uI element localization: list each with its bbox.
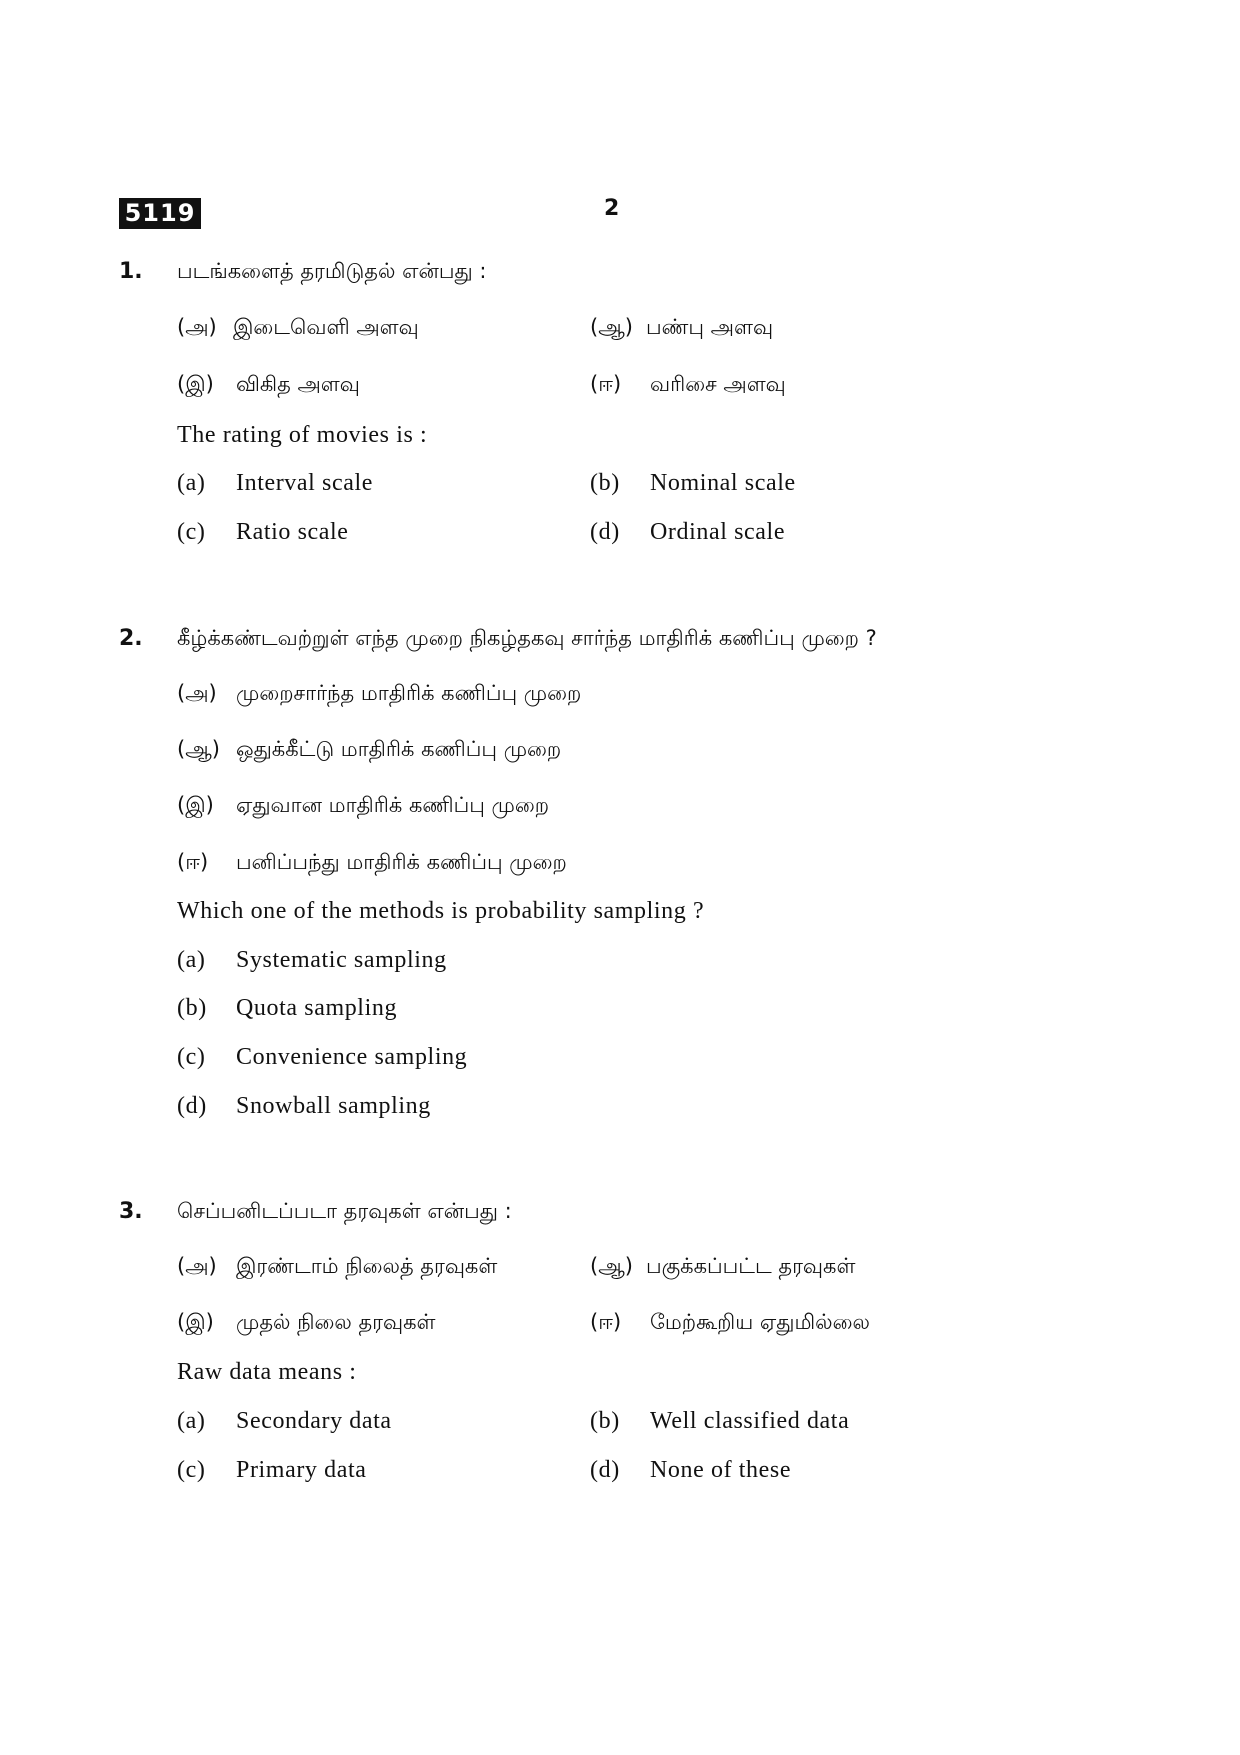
option-label: (இ): [177, 793, 214, 817]
option-text: Snowball sampling: [236, 1093, 431, 1119]
option-label: (b): [590, 470, 620, 496]
option-text: Systematic sampling: [236, 947, 447, 973]
option-text: வரிசை அளவு: [650, 372, 786, 396]
option-label: (d): [590, 519, 620, 545]
option-text: பனிப்பந்து மாதிரிக் கணிப்பு முறை: [236, 850, 567, 874]
option-label: (ஆ): [177, 737, 220, 761]
option-text: Nominal scale: [650, 470, 796, 496]
option-label: (ஈ): [590, 1310, 622, 1334]
option-label: (இ): [177, 372, 214, 396]
option-text: இரண்டாம் நிலைத் தரவுகள்: [236, 1254, 498, 1278]
option-text: முதல் நிலை தரவுகள்: [236, 1310, 436, 1334]
option-text: முறைசார்ந்த மாதிரிக் கணிப்பு முறை: [236, 681, 582, 705]
tamil-question: படங்களைத் தரமிடுதல் என்பது :: [177, 259, 487, 283]
option-text: ஒதுக்கீட்டு மாதிரிக் கணிப்பு முறை: [236, 737, 562, 761]
english-question: The rating of movies is :: [177, 422, 428, 448]
option-label: (b): [177, 995, 207, 1021]
option-text: பகுக்கப்பட்ட தரவுகள்: [646, 1254, 856, 1278]
option-label: (அ): [177, 315, 217, 339]
english-question: Raw data means :: [177, 1359, 357, 1385]
option-text: பண்பு அளவு: [646, 315, 774, 339]
option-label: (ஆ): [590, 315, 633, 339]
option-label: (a): [177, 470, 206, 496]
option-label: (ஆ): [590, 1254, 633, 1278]
tamil-question: செப்பனிடப்படா தரவுகள் என்பது :: [177, 1199, 512, 1223]
option-label: (b): [590, 1408, 620, 1434]
option-label: (ஈ): [177, 850, 209, 874]
option-text: ஏதுவான மாதிரிக் கணிப்பு முறை: [236, 793, 550, 817]
option-text: விகித அளவு: [236, 372, 360, 396]
option-text: Convenience sampling: [236, 1044, 468, 1070]
option-text: Secondary data: [236, 1408, 392, 1434]
option-label: (c): [177, 1457, 206, 1483]
option-label: (c): [177, 519, 206, 545]
question-number: 2.: [119, 626, 143, 651]
option-label: (அ): [177, 1254, 217, 1278]
question-number: 1.: [119, 259, 143, 284]
option-text: மேற்கூறிய ஏதுமில்லை: [650, 1310, 870, 1334]
option-text: Ratio scale: [236, 519, 349, 545]
english-question: Which one of the methods is probability sampling ?: [177, 898, 705, 924]
option-label: (ஈ): [590, 372, 622, 396]
option-text: Well classified data: [650, 1408, 850, 1434]
option-label: (d): [177, 1093, 207, 1119]
option-label: (a): [177, 947, 206, 973]
paper-code-box: 5119: [119, 198, 201, 229]
option-text: Primary data: [236, 1457, 367, 1483]
option-text: Interval scale: [236, 470, 373, 496]
option-label: (அ): [177, 681, 217, 705]
option-label: (d): [590, 1457, 620, 1483]
option-label: (இ): [177, 1310, 214, 1334]
option-text: Quota sampling: [236, 995, 398, 1021]
option-text: Ordinal scale: [650, 519, 786, 545]
page-number: 2: [604, 196, 620, 221]
option-text: இடைவெளி அளவு: [233, 315, 419, 339]
option-label: (c): [177, 1044, 206, 1070]
question-number: 3.: [119, 1199, 143, 1224]
option-label: (a): [177, 1408, 206, 1434]
tamil-question: கீழ்க்கண்டவற்றுள் எந்த முறை நிகழ்தகவு சார்ந்த மாதிரிக் கணிப்பு முறை ?: [177, 626, 877, 650]
option-text: None of these: [650, 1457, 792, 1483]
